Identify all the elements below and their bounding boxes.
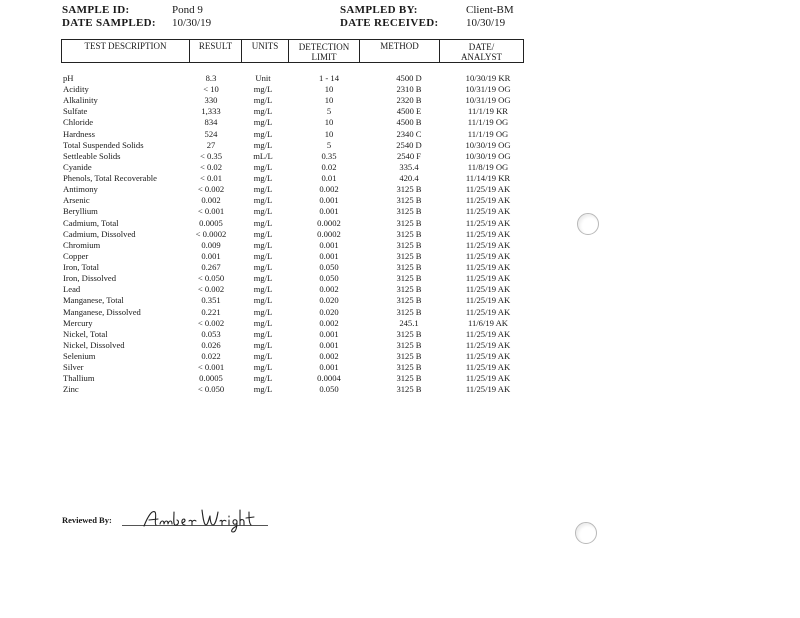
units-cell: mg/L: [253, 161, 273, 172]
method-cell: 3125 B: [396, 328, 422, 339]
detection-limit-cell: 10: [324, 117, 334, 128]
date-received-value: 10/30/19: [466, 17, 506, 29]
method-cell: 3125 B: [396, 239, 422, 250]
method-cell: 335.4: [399, 161, 419, 172]
result-cell: 8.3: [205, 73, 217, 83]
test-description-cell: Iron, Dissolved: [63, 273, 116, 284]
col-date-analyst: [440, 40, 523, 62]
test-description-cell: Nickel, Total: [63, 328, 108, 339]
test-description-cell: pH: [63, 73, 74, 83]
col-result: [190, 40, 242, 62]
date-analyst-cell: 10/30/19 KR: [465, 73, 511, 83]
date-analyst-cell: 11/25/19 AK: [465, 250, 511, 261]
test-description-cell: Cyanide: [63, 161, 92, 172]
test-description-cell: Mercury: [63, 317, 93, 328]
detection-limit-cell: 0.020: [319, 306, 339, 317]
units-cell: mg/L: [253, 317, 273, 328]
punch-hole-icon: [575, 522, 597, 544]
detection-limit-cell: 0.020: [319, 295, 339, 306]
date-analyst-cell: 11/25/19 AK: [465, 328, 511, 339]
method-cell: 2340 C: [396, 128, 422, 139]
units-cell: mg/L: [253, 139, 273, 150]
result-cell: 330: [204, 95, 218, 106]
result-cell: 1,333: [201, 106, 221, 117]
result-cell: < 0.001: [197, 206, 225, 217]
detection-limit-cell: 0.0002: [317, 217, 341, 228]
units-cell: mg/L: [253, 339, 273, 350]
test-description-cell: Cadmium, Total: [63, 217, 119, 228]
date-analyst-cell: 11/25/19 AK: [465, 273, 511, 284]
units-cell: mg/L: [253, 373, 273, 384]
test-description-cell: Hardness: [63, 128, 95, 139]
test-description-cell: Sulfate: [63, 106, 88, 117]
method-cell: 3125 B: [396, 217, 422, 228]
test-description-cell: Iron, Total: [63, 262, 99, 273]
date-sampled-value: 10/30/19: [172, 17, 212, 29]
method-cell: 3125 B: [396, 306, 422, 317]
result-cell: < 0.01: [199, 173, 223, 184]
date-analyst-cell: 11/6/19 AK: [467, 317, 509, 328]
method-cell: 245.1: [399, 317, 419, 328]
method-cell: 3125 B: [396, 373, 422, 384]
units-cell: mg/L: [253, 184, 273, 195]
detection-limit-cell: 10: [324, 84, 334, 95]
method-cell: 3125 B: [396, 250, 422, 261]
result-cell: 0.002: [201, 195, 221, 206]
punch-hole-icon: [577, 213, 599, 235]
date-analyst-cell: 11/25/19 AK: [465, 295, 511, 306]
col-units: [242, 40, 289, 62]
result-cell: 0.0005: [199, 373, 223, 384]
sample-id-label: SAMPLE ID:: [62, 4, 130, 16]
result-cell: < 0.002: [197, 284, 225, 295]
col-test-description: [62, 40, 190, 62]
units-cell: mg/L: [253, 362, 273, 373]
units-cell: mg/L: [253, 173, 273, 184]
date-analyst-cell: 11/25/19 AK: [465, 262, 511, 273]
signature: [140, 504, 260, 534]
units-cell: mg/L: [253, 195, 273, 206]
date-analyst-cell: 11/1/19 OG: [467, 117, 509, 128]
test-description-cell: Manganese, Dissolved: [63, 306, 141, 317]
units-cell: mg/L: [253, 273, 273, 284]
detection-limit-cell: 0.050: [319, 273, 339, 284]
units-cell: mg/L: [253, 239, 273, 250]
result-cell: 0.022: [201, 351, 221, 361]
date-analyst-cell: 11/25/19 AK: [465, 184, 511, 195]
detection-limit-cell: 0.002: [319, 351, 339, 361]
result-cell: 0.0005: [199, 217, 223, 228]
test-description-cell: Beryllium: [63, 206, 98, 217]
sample-id-value: Pond 9: [172, 4, 203, 16]
result-cell: < 0.001: [197, 362, 225, 373]
units-cell: mg/L: [253, 206, 273, 217]
units-cell: mg/L: [253, 217, 273, 228]
date-sampled-label: DATE SAMPLED:: [62, 17, 156, 29]
result-cell: < 10: [203, 84, 219, 95]
result-cell: 27: [206, 139, 216, 150]
detection-limit-cell: 0.001: [319, 362, 339, 373]
result-cell: 0.053: [201, 328, 221, 339]
date-analyst-cell: 11/25/19 AK: [465, 373, 511, 384]
detection-limit-cell: 0.001: [319, 195, 339, 206]
test-description-cell: Arsenic: [63, 195, 90, 206]
units-cell: mg/L: [253, 128, 273, 139]
date-analyst-cell: 11/1/19 KR: [467, 106, 509, 117]
col-detection-limit-label-1: DETECTION: [298, 41, 350, 52]
detection-limit-cell: 0.002: [319, 317, 339, 328]
test-description-cell: Nickel, Dissolved: [63, 339, 125, 350]
test-description-cell: Antimony: [63, 184, 98, 195]
result-cell: 0.351: [201, 295, 221, 306]
date-received-label: DATE RECEIVED:: [340, 17, 439, 29]
date-analyst-cell: 11/1/19 OG: [467, 128, 509, 139]
method-cell: 4500 B: [396, 117, 422, 128]
units-cell: mg/L: [253, 106, 273, 117]
date-analyst-cell: 10/30/19 OG: [465, 139, 511, 150]
method-cell: 3125 B: [396, 351, 422, 361]
result-cell: < 0.002: [197, 184, 225, 195]
col-detection-limit-label-2: LIMIT: [311, 51, 337, 62]
result-cell: 0.026: [201, 339, 221, 350]
detection-limit-cell: 10: [324, 95, 334, 106]
test-description-cell: Manganese, Total: [63, 295, 124, 306]
method-cell: 2320 B: [396, 95, 422, 106]
test-description-cell: Total Suspended Solids: [63, 139, 144, 150]
detection-limit-cell: 0.001: [319, 239, 339, 250]
method-cell: 3125 B: [396, 339, 422, 350]
col-method: [360, 40, 440, 62]
col-method-label: METHOD: [380, 41, 419, 51]
date-analyst-cell: 11/25/19 AK: [465, 339, 511, 350]
method-cell: 3125 B: [396, 206, 422, 217]
method-cell: 3125 B: [396, 362, 422, 373]
units-cell: mg/L: [253, 228, 273, 239]
test-description-cell: Thallium: [63, 373, 95, 384]
detection-limit-cell: 0.02: [321, 161, 337, 172]
date-analyst-cell: 10/31/19 OG: [465, 95, 511, 106]
col-units-label: UNITS: [251, 41, 279, 51]
units-cell: mg/L: [253, 295, 273, 306]
col-date-analyst-label-1: DATE/: [468, 41, 495, 52]
table-header: [61, 39, 524, 63]
date-analyst-cell: 11/14/19 KR: [465, 173, 511, 184]
method-cell: 3125 B: [396, 184, 422, 195]
test-description-cell: Lead: [63, 284, 81, 295]
detection-limit-cell: 0.002: [319, 284, 339, 295]
date-analyst-cell: 11/25/19 AK: [465, 195, 511, 206]
units-cell: mg/L: [253, 306, 273, 317]
method-cell: 3125 B: [396, 262, 422, 273]
col-result-label: RESULT: [198, 41, 233, 51]
detection-limit-cell: 0.002: [319, 184, 339, 195]
result-cell: 0.009: [201, 239, 221, 250]
detection-limit-cell: 10: [324, 128, 334, 139]
result-cell: < 0.0002: [195, 228, 227, 239]
detection-limit-cell: 5: [326, 106, 332, 117]
method-cell: 3125 B: [396, 273, 422, 284]
test-description-cell: Copper: [63, 250, 89, 261]
date-analyst-cell: 10/31/19 OG: [465, 84, 511, 95]
date-analyst-cell: 11/25/19 AK: [465, 228, 511, 239]
test-description-cell: Phenols, Total Recoverable: [63, 173, 157, 184]
method-cell: 3125 B: [396, 384, 422, 395]
result-cell: < 0.050: [197, 273, 225, 284]
units-cell: Unit: [255, 73, 271, 83]
detection-limit-cell: 0.001: [319, 250, 339, 261]
result-cell: 834: [204, 117, 218, 128]
units-cell: mg/L: [253, 284, 273, 295]
method-cell: 4500 D: [396, 73, 422, 83]
test-description-cell: Settleable Solids: [63, 150, 121, 161]
test-description-cell: Alkalinity: [63, 95, 98, 106]
date-analyst-cell: 11/8/19 OG: [467, 161, 509, 172]
result-cell: 524: [204, 128, 218, 139]
detection-limit-cell: 0.0004: [317, 373, 341, 384]
detection-limit-cell: 0.001: [319, 206, 339, 217]
method-cell: 2540 D: [396, 139, 422, 150]
sampled-by-value: Client-BM: [466, 4, 514, 16]
test-description-cell: Selenium: [63, 351, 96, 361]
units-cell: mg/L: [253, 95, 273, 106]
detection-limit-cell: 0.050: [319, 384, 339, 395]
units-cell: mg/L: [253, 384, 273, 395]
test-description-cell: Zinc: [63, 384, 79, 395]
test-description-cell: Cadmium, Dissolved: [63, 228, 136, 239]
detection-limit-cell: 0.001: [319, 328, 339, 339]
detection-limit-cell: 0.001: [319, 339, 339, 350]
result-cell: 0.267: [201, 262, 221, 273]
result-cell: < 0.002: [197, 317, 225, 328]
units-cell: mL/L: [253, 150, 273, 161]
date-analyst-cell: 11/25/19 AK: [465, 284, 511, 295]
result-cell: < 0.02: [199, 161, 223, 172]
detection-limit-cell: 5: [326, 139, 332, 150]
date-analyst-cell: 11/25/19 AK: [465, 362, 511, 373]
method-cell: 4500 E: [396, 106, 422, 117]
col-date-analyst-label-2: ANALYST: [460, 51, 503, 62]
result-cell: < 0.050: [197, 384, 225, 395]
detection-limit-cell: 1 - 14: [318, 73, 340, 83]
method-cell: 2310 B: [396, 84, 422, 95]
units-cell: mg/L: [253, 117, 273, 128]
method-cell: 3125 B: [396, 295, 422, 306]
date-analyst-cell: 10/30/19 OG: [465, 150, 511, 161]
units-cell: mg/L: [253, 250, 273, 261]
date-analyst-cell: 11/25/19 AK: [465, 206, 511, 217]
col-test-description-label: TEST DESCRIPTION: [84, 41, 167, 51]
test-description-cell: Silver: [63, 362, 84, 373]
method-cell: 3125 B: [396, 284, 422, 295]
result-cell: 0.221: [201, 306, 221, 317]
method-cell: 420.4: [399, 173, 419, 184]
date-analyst-cell: 11/25/19 AK: [465, 239, 511, 250]
date-analyst-cell: 11/25/19 AK: [465, 306, 511, 317]
date-analyst-cell: 11/25/19 AK: [465, 217, 511, 228]
units-cell: mg/L: [253, 351, 273, 361]
result-cell: < 0.35: [199, 150, 223, 161]
detection-limit-cell: 0.35: [321, 150, 337, 161]
date-analyst-cell: 11/25/19 AK: [465, 351, 511, 361]
detection-limit-cell: 0.0002: [317, 228, 341, 239]
sampled-by-label: SAMPLED BY:: [340, 4, 418, 16]
method-cell: 3125 B: [396, 195, 422, 206]
reviewed-by-label: Reviewed By:: [62, 515, 112, 525]
date-analyst-cell: 11/25/19 AK: [465, 384, 511, 395]
col-detection-limit: [289, 40, 360, 62]
detection-limit-cell: 0.01: [321, 173, 337, 184]
result-cell: 0.001: [201, 250, 221, 261]
test-description-cell: Acidity: [63, 84, 89, 95]
test-description-cell: Chromium: [63, 239, 101, 250]
method-cell: 2540 F: [396, 150, 422, 161]
detection-limit-cell: 0.050: [319, 262, 339, 273]
units-cell: mg/L: [253, 328, 273, 339]
units-cell: mg/L: [253, 84, 273, 95]
method-cell: 3125 B: [396, 228, 422, 239]
units-cell: mg/L: [253, 262, 273, 273]
test-description-cell: Chloride: [63, 117, 94, 128]
